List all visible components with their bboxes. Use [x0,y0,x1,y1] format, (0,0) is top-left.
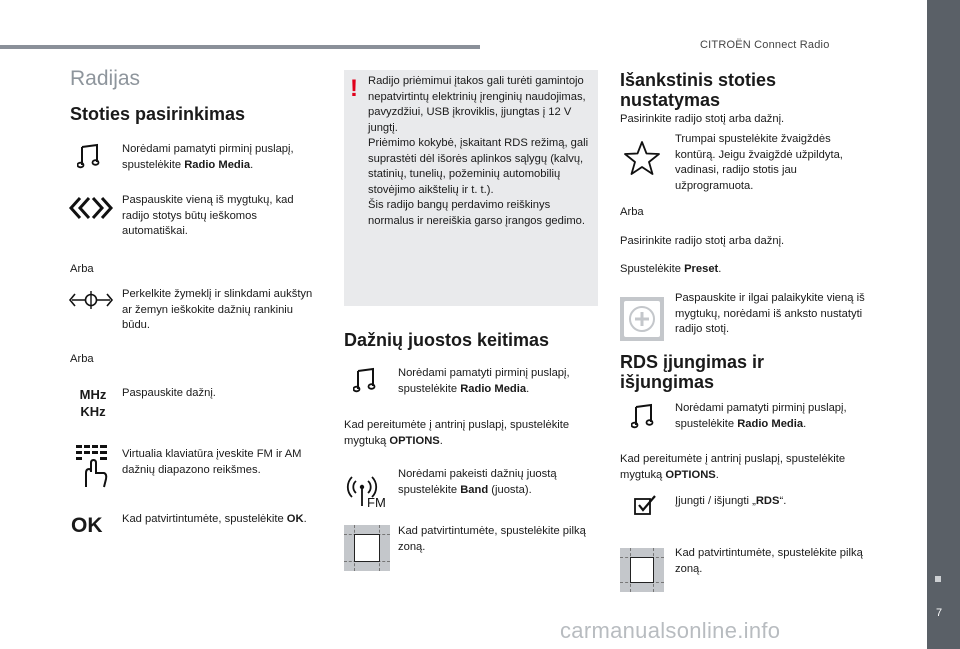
preset-paragraph-3: Spustelėkite Preset. [620,263,722,275]
station-item-auto-seek: Paspauskite vieną iš mygtukų, kad radijo stotys būtų ieškomos automatiškai. [122,194,294,237]
warning-paragraph-2: Priėmimo kokybė, įskaitant RDS režimą, gali suprastėti dėl išorės aplinkos sąlygų (kalvų, statinių, tunelių, požeminių automobilių stovėjimo aikštelių ir t. t.). [368,137,589,196]
rds-item-toggle: Įjungti / išjungti „RDS“. [675,495,787,507]
warning-text [368,74,592,229]
chapter-title: Radijas [70,67,141,90]
station-item-manual-tuning: Perkelkite žymeklį ir slinkdami aukštyn ar žemyn ieškokite dažnių rankiniu būdu. [122,288,313,331]
warning-paragraph-1: Radijo priėmimui įtakos gali turėti gamintojo nepatvirtintų elektrinių įrenginių naudojimas, pavyzdžiui, USB įkroviklis, įjungtas į 12 V jungtį. [368,75,586,134]
rds-options-paragraph: Kad pereitumėte į antrinį puslapį, spustelėkite mygtuką OPTIONS. [620,453,846,481]
virtual-keyboard-icon[interactable] [74,443,110,489]
or-text-1: Arba [70,263,94,275]
preset-item-star: Trumpai spustelėkite žvaigždės kontūrą. Jeigu žvaigždė užpildyta, vadinasi, radijo stotis jau užprogramuota. [675,133,843,192]
section-heading-rds: RDS įjungimas ir išjungimas [620,352,765,392]
watermark: carmanualsonline.info [560,618,781,643]
band-item-radio-media: Norėdami pamatyti pirminį puslapį, spustelėkite Radio Media. [398,367,570,395]
grey-zone-icon[interactable] [344,525,390,571]
station-item-virtual-keyboard: Virtualia klaviatūra įveskite FM ir AM dažnių diapazono reikšmes. [122,448,302,476]
section-heading-band-change: Dažnių juostos keitimas [344,330,550,350]
or-text-2: Arba [70,353,94,365]
station-item-confirm-ok: Kad patvirtintumėte, spustelėkite OK. [122,513,307,525]
preset-add-icon[interactable] [620,297,664,341]
preset-paragraph-1: Pasirinkite radijo stotį arba dažnį. [620,113,785,125]
radio-band-fm-icon[interactable] [346,470,390,510]
rds-item-confirm: Kad patvirtintumėte, spustelėkite pilką zoną. [675,547,863,575]
tuning-slider-icon[interactable] [68,288,114,312]
section-heading-station-selection: Stoties pasirinkimas [70,104,246,124]
page-marker [935,576,941,582]
page-sidebar [927,0,960,649]
rds-item-radio-media: Norėdami pamatyti pirminį puslapį, spustelėkite Radio Media. [675,402,847,430]
mhz-label: MHz [79,387,107,402]
seek-arrows-icon[interactable] [68,195,114,221]
section-heading-preset: Išankstinis stoties nustatymas [620,70,777,110]
band-item-confirm: Kad patvirtintumėte, spustelėkite pilką zoną. [398,525,586,553]
checkbox-checked-icon[interactable] [632,492,658,518]
header-brand: CITROËN Connect Radio [700,39,830,51]
band-item-change: Norėdami pakeisti dažnių juostą spustelėkite Band (juosta). [398,468,557,496]
music-note-icon [76,142,102,170]
band-options-paragraph: Kad pereitumėte į antrinį puslapį, spustelėkite mygtuką OPTIONS. [344,419,570,447]
fm-label: FM [367,495,386,510]
or-text-3: Arba [620,206,644,218]
warning-paragraph-3: Šis radijo bangų perdavimo reiškinys normalus ir nereiškia garso įrangos gedimo. [368,199,586,227]
station-item-radio-media: Norėdami pamatyti pirminį puslapį, spustelėkite Radio Media. [122,143,294,171]
star-outline-icon[interactable] [622,139,662,177]
warning-icon: ! [350,75,358,102]
khz-label: KHz [80,404,106,419]
music-note-icon [630,402,656,430]
ok-icon[interactable]: OK [71,514,103,537]
frequency-unit-icon[interactable] [77,386,109,420]
page-number: 7 [936,607,943,619]
preset-paragraph-2: Pasirinkite radijo stotį arba dažnį. [620,235,785,247]
grey-zone-icon[interactable] [620,548,664,592]
station-item-press-frequency: Paspauskite dažnį. [122,387,216,399]
preset-item-long-press: Paspauskite ir ilgai palaikykite vieną iš mygtukų, norėdami iš anksto nustatyti radijo stotį. [675,292,865,335]
header-rule [0,45,480,49]
music-note-icon [352,366,378,394]
